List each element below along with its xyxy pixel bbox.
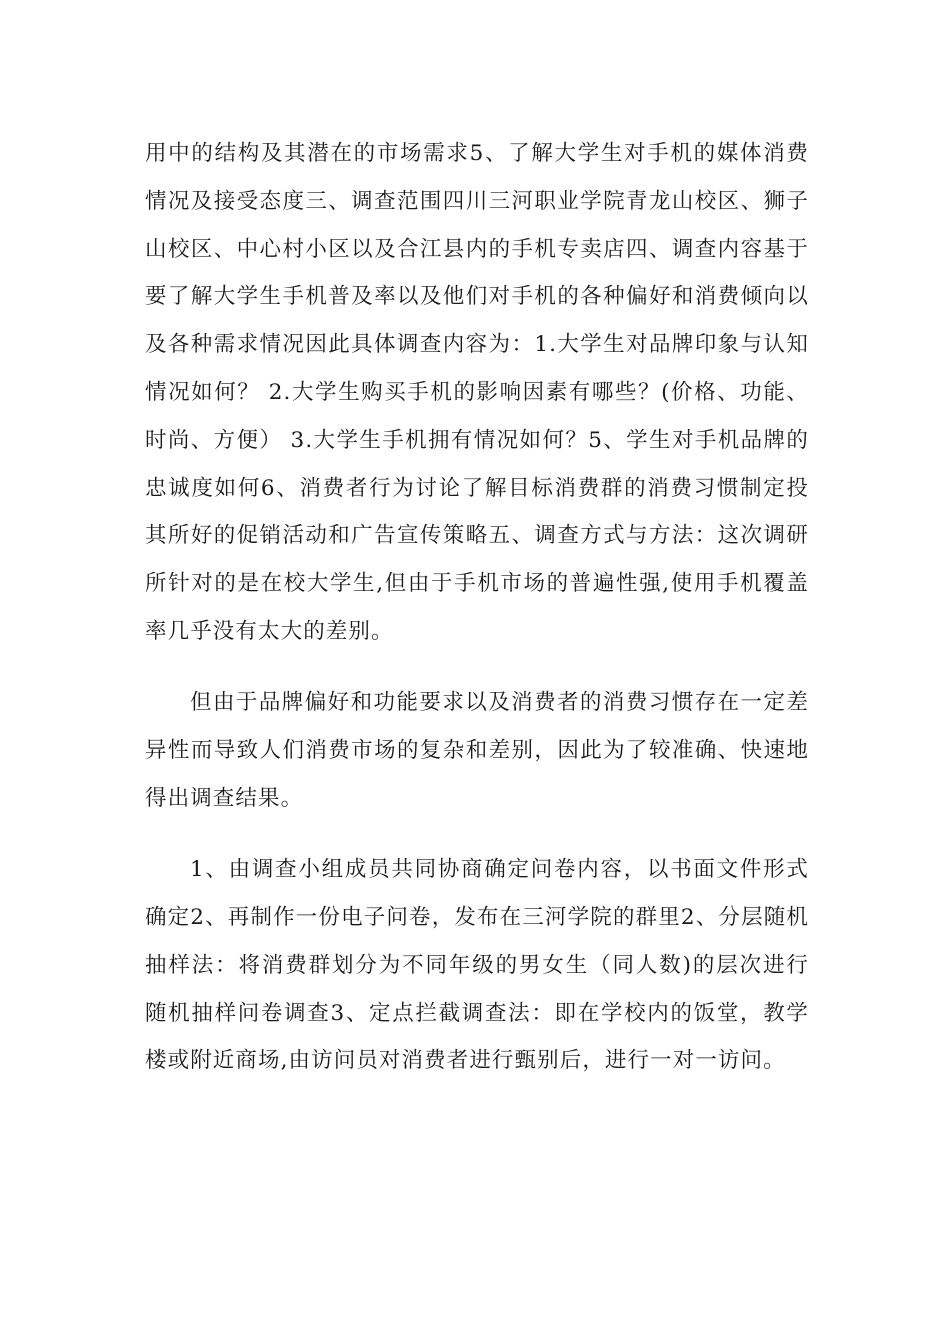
paragraph-2: 但由于品牌偏好和功能要求以及消费者的消费习惯存在一定差异性而导致人们消费市场的复杂和差别，因此为了较准确、快速地得出调查结果。 <box>145 690 809 811</box>
document-body <box>145 130 809 1109</box>
paragraph-1: 用中的结构及其潜在的市场需求5、了解大学生对手机的媒体消费情况及接受态度三、调查范围四川三河职业学院青龙山校区、狮子山校区、中心村小区以及合江县内的手机专卖店四、调查内容基于要了解大学生手机普及率以及他们对手机的各种偏好和消费倾向以及各种需求情况因此具体调查内容为：1.大学生对品牌印象与认知情况如何？ 2.大学生购买手机的影响因素有哪些？(价格、功能、时尚、方便） 3.大学生手机拥有情况如何？5、学生对手机品牌的忠诚度如何6、消费者行为讨论了解目标消费群的消费习惯制定投其所好的促销活动和广告宣传策略五、调查方式与方法：这次调研所针对的是在校大学生,但由于手机市场的普遍性强,使用手机覆盖率几乎没有太大的差别。 <box>145 141 809 644</box>
paragraph-3: 1、由调查小组成员共同协商确定问卷内容，以书面文件形式确定2、再制作一份电子问卷，发布在三河学院的群里2、分层随机抽样法：将消费群划分为不同年级的男女生（同人数)的层次进行随机抽样问卷调查3、定点拦截调查法：即在学校内的饭堂，教学楼或附近商场,由访问员对消费者进行甄别后，进行一对一访问。 <box>145 857 809 1074</box>
